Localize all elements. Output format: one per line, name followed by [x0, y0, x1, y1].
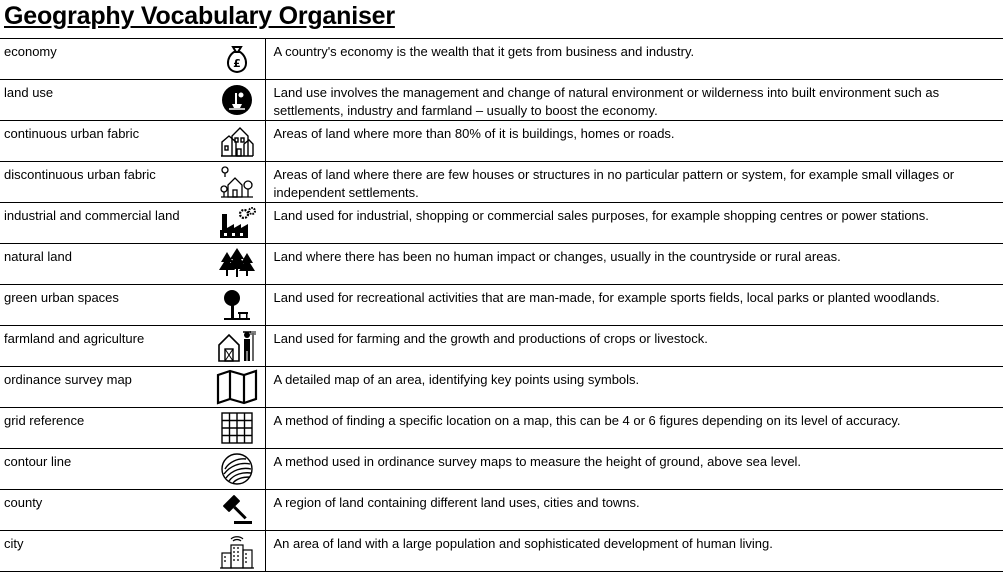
table-row: [0, 408, 1003, 449]
farmer-barn-icon: [217, 329, 257, 363]
term-cell: county: [0, 490, 210, 531]
table-row: [0, 121, 1003, 162]
table-row: [0, 531, 1003, 572]
definition-cell: Areas of land where more than 80% of it is buildings, homes or roads.: [265, 121, 1003, 162]
term-cell: green urban spaces: [0, 285, 210, 326]
svg-text:£: £: [233, 57, 242, 70]
village-icon: [220, 165, 254, 199]
term-cell: natural land: [0, 244, 210, 285]
park-tree-icon: [220, 289, 254, 321]
table-row: [0, 203, 1003, 244]
factory-icon: [218, 206, 256, 240]
table-row: [0, 449, 1003, 490]
definition-cell: Areas of land where there are few houses or structures in no particular pattern or system, for example small villages or independent settlements.: [265, 162, 1003, 203]
houses-icon: [220, 124, 254, 158]
term-cell: discontinuous urban fabric: [0, 162, 210, 203]
land-use-icon: [221, 84, 253, 116]
definition-cell: Land use involves the management and change of natural environment or wilderness into built environment such as settlements, industry and farmland – usually to boost the economy.: [265, 80, 1003, 121]
money-bag-icon: [221, 43, 253, 75]
grid-icon: [220, 411, 254, 445]
table-row: [0, 367, 1003, 408]
definition-cell: A country's economy is the wealth that it gets from business and industry.: [265, 39, 1003, 80]
definition-cell: An area of land with a large population and sophisticated development of human living.: [265, 531, 1003, 572]
contour-icon: [220, 452, 254, 486]
definition-cell: Land used for farming and the growth and productions of crops or livestock.: [265, 326, 1003, 367]
term-cell: economy: [0, 39, 210, 80]
table-row: [0, 285, 1003, 326]
pine-trees-icon: [219, 248, 255, 280]
table-row: [0, 162, 1003, 203]
definition-cell: A method of finding a specific location on a map, this can be 4 or 6 figures depending on its level of accuracy.: [265, 408, 1003, 449]
definition-cell: Land where there has been no human impact or changes, usually in the countryside or rural areas.: [265, 244, 1003, 285]
table-row: [0, 490, 1003, 531]
vocabulary-table: [0, 38, 1003, 572]
term-cell: continuous urban fabric: [0, 121, 210, 162]
folded-map-icon: [216, 369, 258, 405]
skyscraper-icon: [219, 533, 255, 569]
definition-cell: A region of land containing different land uses, cities and towns.: [265, 490, 1003, 531]
definition-cell: Land used for recreational activities that are man-made, for example sports fields, local parks or planted woodlands.: [265, 285, 1003, 326]
table-row: [0, 80, 1003, 121]
definition-cell: Land used for industrial, shopping or commercial sales purposes, for example shopping centres or power stations.: [265, 203, 1003, 244]
table-row: [0, 39, 1003, 80]
gavel-icon: [220, 494, 254, 526]
term-cell: industrial and commercial land: [0, 203, 210, 244]
definition-cell: A method used in ordinance survey maps to measure the height of ground, above sea level.: [265, 449, 1003, 490]
term-cell: farmland and agriculture: [0, 326, 210, 367]
term-cell: city: [0, 531, 210, 572]
page-title: Geography Vocabulary Organiser: [4, 2, 395, 30]
term-cell: grid reference: [0, 408, 210, 449]
term-cell: contour line: [0, 449, 210, 490]
definition-cell: A detailed map of an area, identifying key points using symbols.: [265, 367, 1003, 408]
term-cell: ordinance survey map: [0, 367, 210, 408]
term-cell: land use: [0, 80, 210, 121]
table-row: [0, 244, 1003, 285]
table-row: [0, 326, 1003, 367]
